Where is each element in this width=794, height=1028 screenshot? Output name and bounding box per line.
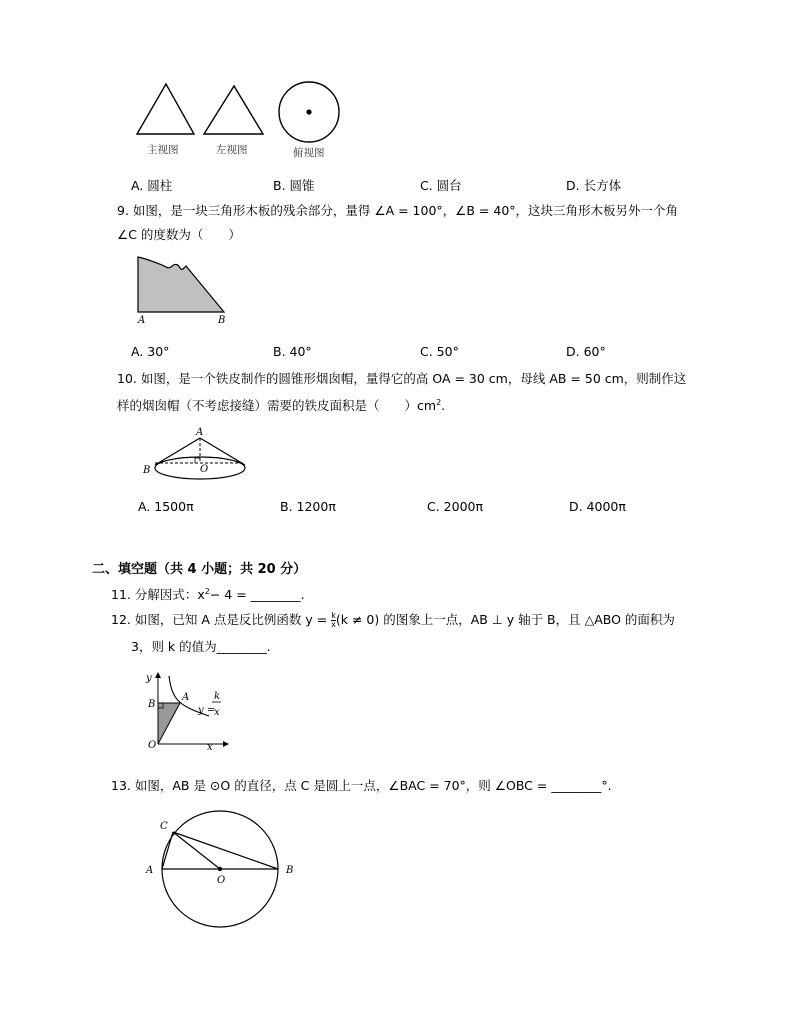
q10-option-c[interactable]: C. 2000π bbox=[427, 499, 484, 514]
q10-cone-figure bbox=[140, 428, 250, 488]
q9-option-c[interactable]: C. 50° bbox=[420, 344, 459, 359]
q13-label-b: B bbox=[286, 865, 294, 876]
q12-question-line1: 12. 如图，已知 A 点是反比例函数 y = $\frac{k}{x}$ (k ≠ 0) 的图象上一点，AB ⊥ y 轴于 B，且 △ABO 的面积为 bbox=[111, 611, 675, 629]
q12-label-y: y bbox=[146, 673, 152, 684]
q10-label-a: A bbox=[196, 427, 204, 438]
q8-option-c[interactable]: C. 圆台 bbox=[420, 178, 462, 193]
q12-label-o: O bbox=[148, 740, 157, 751]
q13-label-a: A bbox=[146, 865, 154, 876]
q10-option-d[interactable]: D. 4000π bbox=[569, 499, 626, 514]
q9-question-line1: 9. 如图，是一块三角形木板的残余部分，量得 ∠A = 100°，∠B = 40°，这块三角形木板另外一个角 bbox=[117, 203, 679, 218]
q9-triangle-remnant-figure bbox=[136, 255, 232, 329]
q9-option-a[interactable]: A. 30° bbox=[131, 344, 170, 359]
q9-label-a: A bbox=[138, 315, 146, 326]
section-title-fill-in: 二、填空题（共 4 小题；共 20 分） bbox=[92, 562, 307, 577]
q12-curve-frac-num: k bbox=[214, 691, 221, 702]
q12-fraction-k-over-x: $\frac{k}{x}$ bbox=[331, 611, 336, 629]
q8-side-view-label: 左视图 bbox=[216, 144, 248, 156]
q8-option-d[interactable]: D. 长方体 bbox=[566, 178, 622, 193]
q13-label-o: O bbox=[217, 875, 226, 886]
q13-label-c: C bbox=[160, 821, 168, 832]
q9-label-b: B bbox=[218, 315, 226, 326]
q8-top-view-label: 俯视图 bbox=[293, 147, 325, 159]
q8-side-view-triangle bbox=[203, 84, 263, 140]
q12-label-a: A bbox=[182, 692, 190, 703]
q12-curve-label: y = bbox=[198, 705, 216, 716]
q8-option-a[interactable]: A. 圆柱 bbox=[131, 178, 173, 193]
q13-circle-figure bbox=[143, 815, 303, 931]
q13-question: 13. 如图，AB 是 ⊙O 的直径，点 C 是圆上一点，∠BAC = 70°，则 ∠OBC = ________°. bbox=[111, 778, 612, 793]
q9-option-d[interactable]: D. 60° bbox=[566, 344, 606, 359]
q10-label-b: B bbox=[143, 465, 151, 476]
q9-question-line2: ∠C 的度数为（ ） bbox=[117, 227, 241, 242]
q10-option-b[interactable]: B. 1200π bbox=[280, 499, 336, 514]
q9-option-b[interactable]: B. 40° bbox=[273, 344, 312, 359]
q10-question-line1: 10. 如图，是一个铁皮制作的圆锥形烟囱帽，量得它的高 OA = 30 cm，母线 AB = 50 cm，则制作这 bbox=[117, 371, 687, 386]
q8-top-view-circle bbox=[278, 81, 342, 145]
q12-question-line2: 3，则 k 的值为________. bbox=[131, 639, 271, 654]
q10-label-o: O bbox=[200, 464, 209, 475]
q10-question-line2: 样的烟囱帽（不考虑接缝）需要的铁皮面积是（ ）$cm^2$. bbox=[117, 398, 446, 414]
q12-graph-figure bbox=[143, 670, 233, 754]
q8-front-view-label: 主视图 bbox=[147, 144, 179, 156]
q12-label-x: x bbox=[207, 742, 213, 753]
q8-front-view-triangle bbox=[136, 82, 196, 138]
q12-label-b: B bbox=[148, 699, 156, 710]
q11-question: 11. 分解因式：$x^2- 4$ = ________. bbox=[111, 587, 305, 603]
q12-curve-frac-den: x bbox=[214, 707, 220, 718]
q10-option-a[interactable]: A. 1500π bbox=[138, 499, 194, 514]
q8-option-b[interactable]: B. 圆锥 bbox=[273, 178, 315, 193]
